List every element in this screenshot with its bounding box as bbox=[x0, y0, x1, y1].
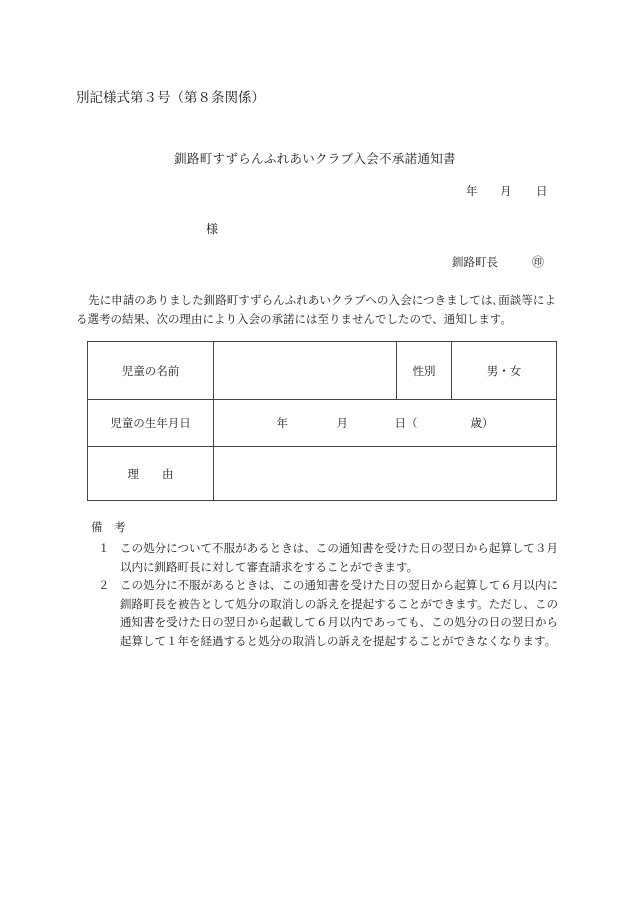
dob-day: 日（ bbox=[394, 416, 418, 430]
table-row bbox=[88, 342, 557, 400]
addressee-honorific: 様 bbox=[206, 222, 219, 236]
notes-title: 備 考 bbox=[91, 520, 126, 534]
seal-mark: ㊞ bbox=[532, 255, 545, 269]
note-number: ２ bbox=[98, 578, 110, 592]
document-title: 釧路町すずらんふれあいクラブ入会不承諾通知書 bbox=[174, 151, 456, 166]
note-number: １ bbox=[98, 541, 110, 555]
form-number: 別記様式第３号（第８条関係） bbox=[76, 90, 265, 106]
dob-age: 歳） bbox=[470, 416, 494, 430]
date-month: 月 bbox=[500, 184, 512, 198]
gender-value: 男・女 bbox=[452, 342, 557, 400]
note-text: この処分に不服があるときは、この通知書を受けた日の翌日から起算して６月以内に釧路町長を被告として処分の取消しの訴えを提起することができます。ただし、この通知書を受けた日の翌日から起載して６月以内であっても、この処分の日の翌日から起算して１年を経過すると処分の取消しの訴えを提起することができなくなります。 bbox=[120, 578, 558, 648]
reason-label: 理 由 bbox=[88, 447, 214, 501]
dob-field bbox=[214, 400, 557, 447]
reason-field bbox=[214, 447, 557, 501]
date-year: 年 bbox=[466, 184, 478, 198]
note-text: この処分について不服があるときは、この通知書を受けた日の翌日から起算して３月以内に釧路町長に対して審査請求をすることができます。 bbox=[120, 541, 558, 574]
child-name-field bbox=[214, 342, 397, 400]
list-item bbox=[98, 576, 558, 650]
list-item bbox=[98, 539, 558, 576]
dob-month: 月 bbox=[336, 416, 348, 430]
table-row bbox=[88, 400, 557, 447]
application-form-table bbox=[87, 341, 557, 501]
dob-label: 児童の生年月日 bbox=[88, 400, 214, 447]
issuer-name: 釧路町長 bbox=[452, 255, 498, 269]
dob-year: 年 bbox=[276, 416, 288, 430]
gender-label: 性別 bbox=[397, 342, 452, 400]
body-text: 先に申請のありました釧路町すずらんふれあいクラブへの入会につきましては､面談等による選考の結果、次の理由により入会の承諾には至りませんでしたので、通知します。 bbox=[76, 293, 556, 326]
child-name-label: 児童の名前 bbox=[88, 342, 214, 400]
notes-list bbox=[98, 539, 558, 650]
table-row bbox=[88, 447, 557, 501]
date-day: 日 bbox=[536, 184, 548, 198]
